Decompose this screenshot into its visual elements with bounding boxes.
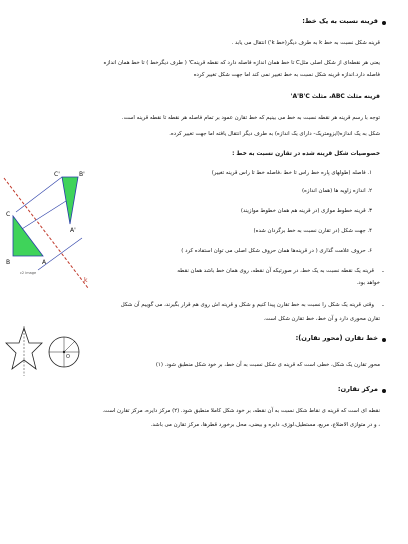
property-item-1: ١. فاصله (طولهای پاره خط راس تا خط ،فاصله خط تا راس قرینه تغییر) <box>211 170 372 176</box>
dash-marker: - <box>381 268 384 275</box>
property-item-5: ۶. حروف علامت گذاری ( در قرینه‌ها همان حروف شکل اصلی می توان استفاده کرد ) <box>181 248 372 254</box>
label-c: C <box>6 211 11 218</box>
guide-line <box>16 177 62 212</box>
properties-title: خصوصیات شکل قرینه شده در تقارن نسبت به خط : <box>232 151 380 157</box>
bullet-line-symmetry <box>382 21 386 25</box>
center-point <box>63 351 65 353</box>
label-a: A <box>42 259 47 266</box>
note-axis-definition-b: تقارن محوری دارد و آن خط، خط تقارن شکل است. <box>263 316 380 322</box>
dash-marker: - <box>381 302 384 309</box>
property-item-4: ۴. جهت شکل (در تقارن نسبت به خط برگردان شده) <box>253 228 372 234</box>
note-point-on-line-a: قرینه یک نقطه نسبت به یک خط، در صورتیکه آن نقطه، روی همان خط باشد همان نقطه <box>177 268 374 274</box>
center-title: مرکز تقارن: <box>337 385 378 393</box>
triangle-reflection-figure <box>2 168 97 288</box>
star-symmetry-shape <box>4 326 44 376</box>
property-item-3: ٣. قرینه خطوط موازی (در قرینه هم همان خطوط موازیند) <box>240 208 372 214</box>
line-symmetry-p1: قرینه شکل نسبت به خط k به طرف دیگر(خط k') انتقال می یابد . <box>231 40 380 46</box>
line-symmetry-p4: قرینه مثلث ABC، مثلث A'B'C' <box>290 93 380 100</box>
center-text-2: ، و در متوازی الاضلاع، مربع، مستطیل،لوزی، دایره و بیضی، محل برخورد قطرها، مرکز تقارن می باشد. <box>150 422 380 428</box>
label-a-prime: A' <box>70 227 76 234</box>
line-symmetry-p3: فاصله دارد.اندازه قرینه شکل نسبت به خط تغییر نمی کند اما جهت شکل تغییر کرده <box>193 72 380 78</box>
label-axis-k: k <box>84 277 88 284</box>
axis-title: خط تقارن (محور تقارن): <box>295 334 378 342</box>
label-c-prime: C' <box>54 171 60 178</box>
property-item-2: ٢. اندازه زاویه ها (همان اندازه) <box>301 188 372 194</box>
line-symmetry-p6: شکل به یک اندازه(ایزومتریک- دارای یک اندازه) به طرف دیگر انتقال یافته اما جهت تغییر کرده. <box>169 131 380 137</box>
line-symmetry-p5: توجه با رسم قرینه هر نقطه نسبت به خط می بینیم که خط تقارن عمود بر تمام فاصله هر نقطه تا نقطه قرینه است. <box>121 115 380 121</box>
bullet-axis <box>382 338 386 342</box>
line-symmetry-title: قرینه نسبت به یک خط: <box>302 17 378 25</box>
triangle-abc-prime <box>62 177 78 224</box>
triangle-abc <box>13 216 43 256</box>
note-point-on-line-b: خواهد بود. <box>356 280 380 286</box>
center-text-1: نقطه ای است که قرینه ی نقاط شکل نسبت به آن نقطه، بر خود شکل کاملا منطبق شود. (٢) مرکز دایره، مرکز تقارن است. <box>102 408 380 414</box>
bullet-center <box>382 389 386 393</box>
circle-center-shape <box>46 334 82 370</box>
note-axis-definition-a: وقتی قرینه یک شکل را نسبت به خط تقارن پیدا کنیم و شکل و قرینه اش روی هم قرار بگیرند، می گوییم آن شکل <box>120 302 374 308</box>
center-label: O <box>66 354 70 360</box>
label-b-prime: B' <box>79 171 85 178</box>
line-symmetry-p2: یعنی هر نقطه‌ای از شکل اصلی مثلC تا خط همان اندازه فاصله دارد که نقطه قرینهC' ( طرف دیگرخط ) تا خط همان اندازه <box>103 60 380 66</box>
label-b: B <box>6 259 11 266</box>
figure-caption: c2 image <box>20 271 37 275</box>
axis-text: محور تقارن یک شکل، خطی است که قرینه ی شکل نسبت به آن خط، بر خود شکل منطبق شود. (١) <box>155 362 380 368</box>
